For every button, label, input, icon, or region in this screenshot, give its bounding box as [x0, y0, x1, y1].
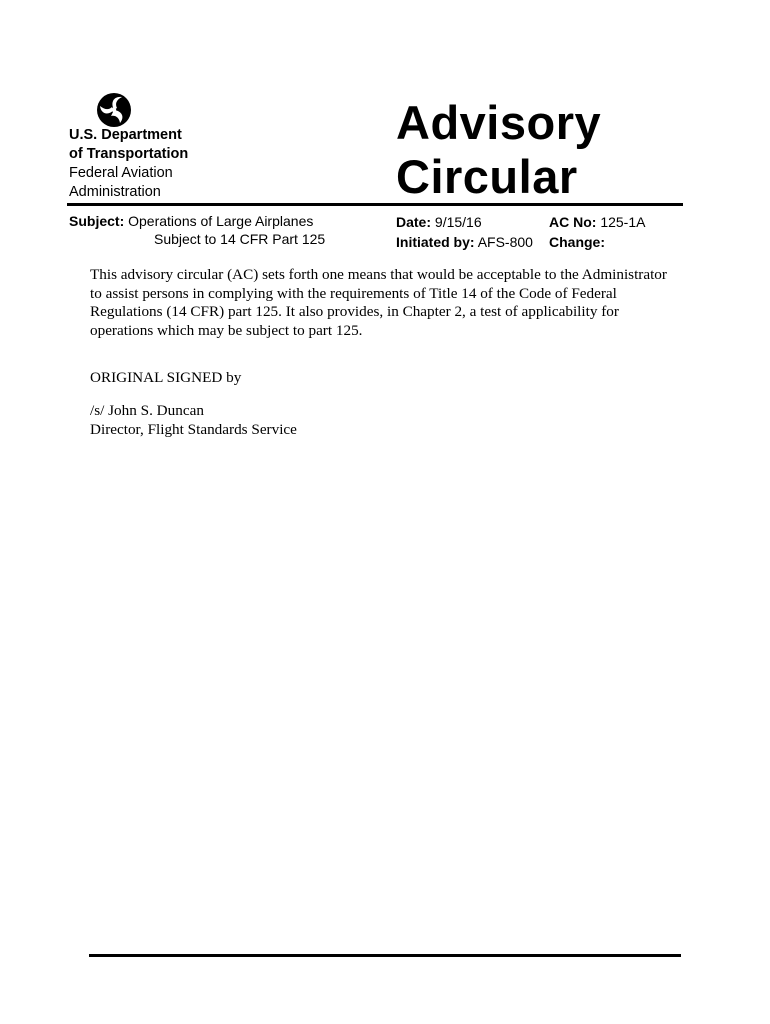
signed-note: ORIGINAL SIGNED by: [90, 369, 242, 386]
department-name-line1: U.S. Department: [69, 127, 182, 143]
ac-number-block: [549, 212, 645, 252]
ac-number-value: 125-1A: [600, 214, 646, 230]
subject-label: Subject:: [69, 213, 125, 229]
document-title: [396, 96, 601, 204]
subject-line1: Operations of Large Airplanes: [128, 213, 314, 229]
date-initiated-block: [396, 212, 533, 252]
title-line2: Circular: [396, 150, 578, 203]
initiated-by-label: Initiated by:: [396, 234, 475, 250]
signer-name: /s/ John S. Duncan: [90, 402, 204, 419]
title-line1: Advisory: [396, 96, 602, 149]
dot-triskelion-logo-icon: [96, 92, 132, 128]
body-paragraph: This advisory circular (AC) sets forth one means that would be acceptable to the Administrator to assist persons in complying with the requirements of Title 14 of the Code of Federal Regulations (14 CFR) part 125. It also provides, in Chapter 2, a test of applicability for operations which may be subject to part 125.: [90, 266, 667, 339]
signature-block: [90, 402, 297, 439]
agency-name-line2: Administration: [69, 184, 161, 200]
ac-number-label: AC No:: [549, 214, 597, 230]
signer-title: Director, Flight Standards Service: [90, 420, 297, 438]
initiated-by-value: AFS-800: [477, 234, 533, 250]
change-label: Change:: [549, 234, 605, 250]
header-divider: [67, 203, 683, 206]
subject-line2: Subject to 14 CFR Part 125: [154, 231, 326, 247]
agency-name-line1: Federal Aviation: [69, 165, 173, 181]
footer-divider: [89, 954, 681, 957]
date-value: 9/15/16: [434, 214, 482, 230]
department-name-line2: of Transportation: [69, 146, 189, 162]
subject-block: [69, 212, 325, 248]
department-block: [69, 126, 188, 202]
date-label: Date:: [396, 214, 432, 230]
